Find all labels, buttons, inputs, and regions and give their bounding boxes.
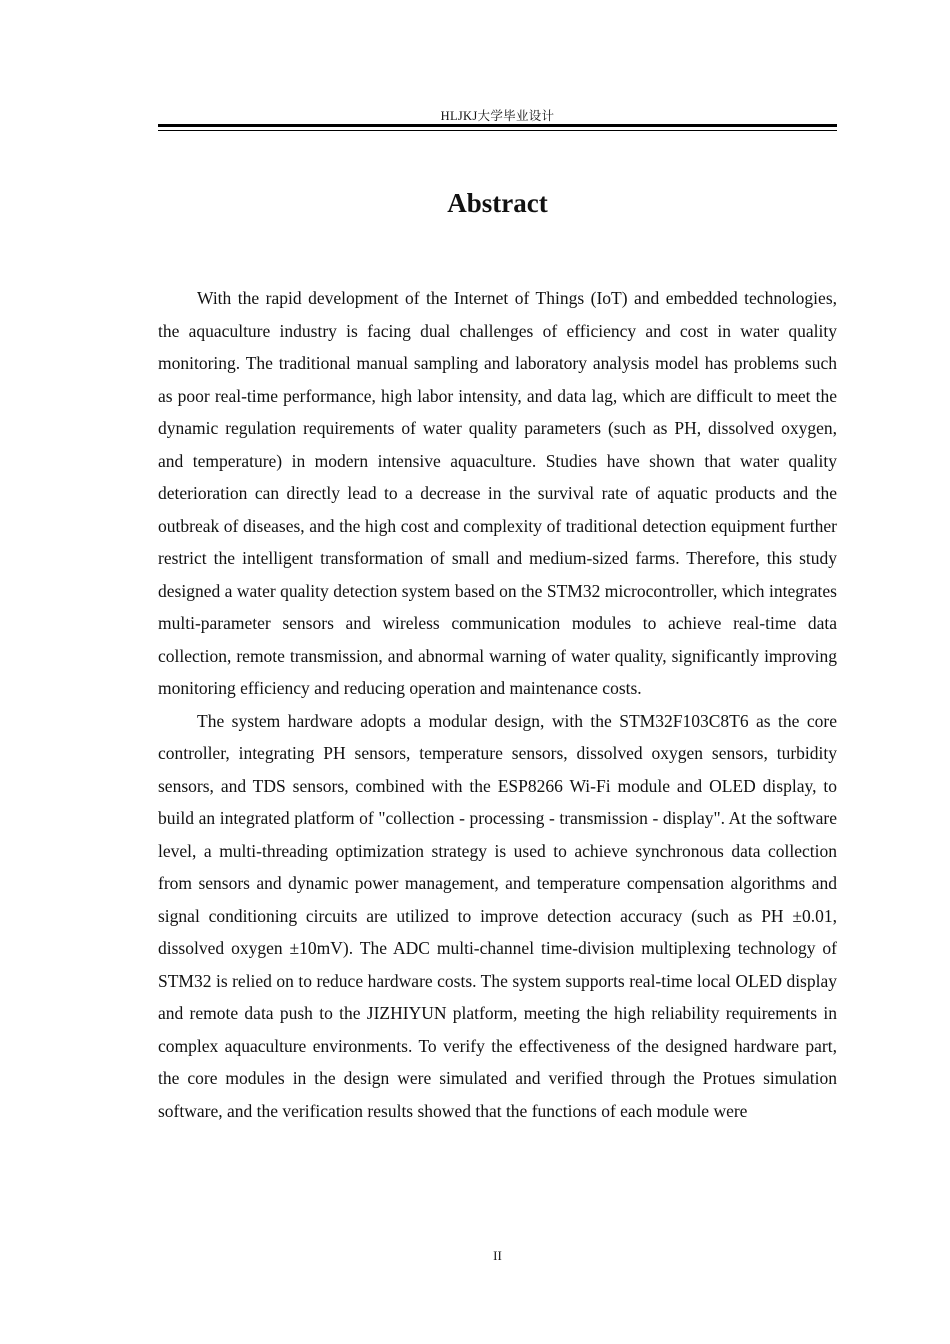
paragraph-2: The system hardware adopts a modular design, with the STM32F103C8T6 as the core controller, integrating PH sensors, temperature sensors, dissolved oxygen sensors, turbidity sensors, and TDS sensors, combined with the ESP8266 Wi-Fi module and OLED display, to build an integrated platform of "collection - processing - transmission - display". At the software level, a multi-threading optimization strategy is used to achieve synchronous data collection from sensors and dynamic power management, and temperature compensation algorithms and signal conditioning circuits are utilized to improve detection accuracy (such as PH ±0.01, dissolved oxygen ±10mV). The ADC multi-channel time-division multiplexing technology of STM32 is relied on to reduce hardware costs. The system supports real-time local OLED display and remote data push to the JIZHIYUN platform, meeting the high reliability requirements in complex aquaculture environments. To verify the effectiveness of the designed hardware part, the core modules in the design were simulated and verified through the Protues simulation software, and the verification results showed that the functions of each module were — [158, 710, 837, 1121]
page-title: Abstract — [447, 188, 548, 218]
header-rule-thick — [158, 124, 837, 127]
abstract-body — [158, 282, 837, 1127]
paragraph-1: With the rapid development of the Internet of Things (IoT) and embedded technologies, the aquaculture industry is facing dual challenges of efficiency and cost in water quality monitoring. The traditional manual sampling and laboratory analysis model has problems such as poor real-time performance, high labor intensity, and data lag, which are difficult to meet the dynamic regulation requirements of water quality parameters (such as PH, dissolved oxygen, and temperature) in modern intensive aquaculture. Studies have shown that water quality deterioration can directly lead to a decrease in the survival rate of aquatic products and the outbreak of diseases, and the high cost and complexity of traditional detection equipment further restrict the intelligent transformation of small and medium-sized farms. Therefore, this study designed a water quality detection system based on the STM32 microcontroller, which integrates multi-parameter sensors and wireless communication modules to achieve real-time data collection, remote transmission, and abnormal warning of water quality, significantly improving monitoring efficiency and reducing operation and maintenance costs. — [158, 288, 837, 698]
page-number: II — [493, 1248, 502, 1263]
header-text: HLJKJ大学毕业设计 — [440, 109, 555, 123]
header-rule-thin — [158, 130, 837, 131]
